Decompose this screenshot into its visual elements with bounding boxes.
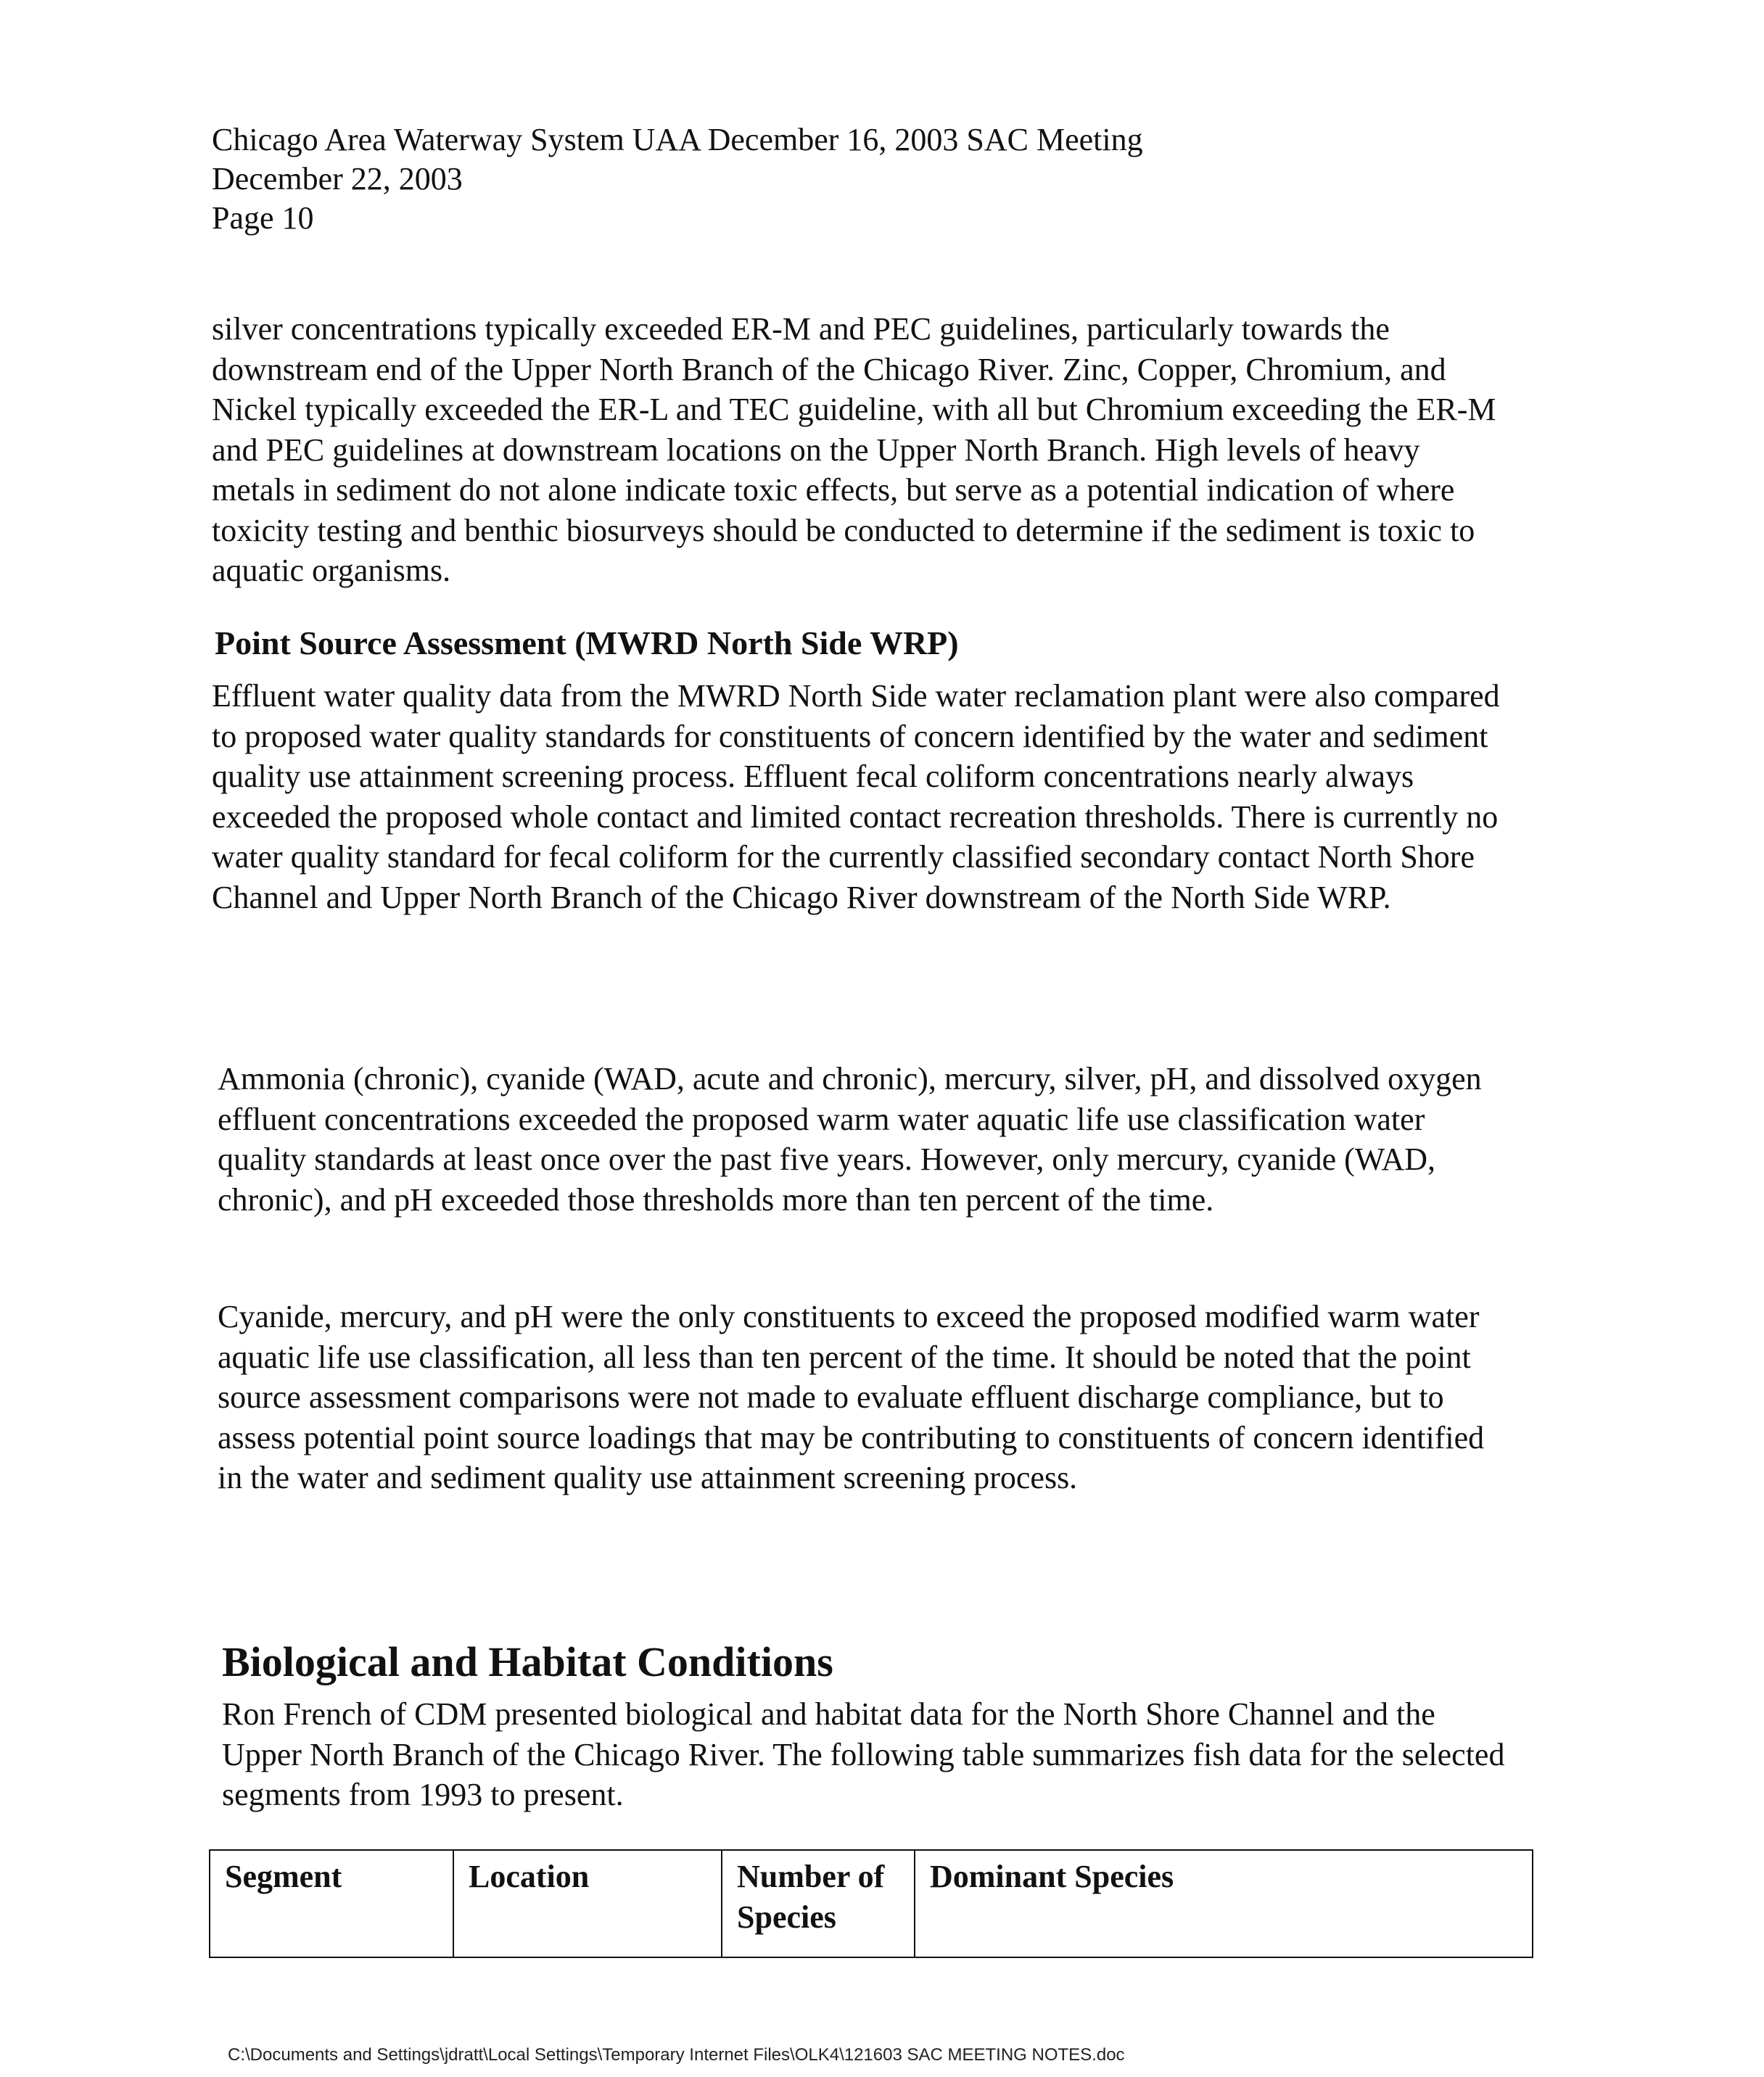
paragraph-biological-intro: Ron French of CDM presented biological and habitat data for the North Shore Channel and the Upper North Branch of the Chicago River. The following table summarizes fish data for the selected segments from 1993 to present. (222, 1696, 1505, 1812)
footer-file-path: C:\Documents and Settings\jdratt\Local Settings\Temporary Internet Files\OLK4\121603 SAC MEETING NOTES.doc (228, 2045, 1125, 2065)
table-header-segment: Segment (210, 1850, 453, 1957)
table-header-row (210, 1850, 1533, 1957)
table-header-number-of-species: Number of Species (722, 1850, 915, 1957)
paragraph-heavy-metals: silver concentrations typically exceeded ER-M and PEC guidelines, particularly towards the downstream end of the Upper North Branch of the Chicago River. Zinc, Copper, Chromium, and Nickel typically exceeded the ER-L and TEC guideline, with all but Chromium exceeding the ER-M and PEC guidelines at downstream locations on the Upper North Branch. High levels of heavy metals in sediment do not alone indicate toxic effects, but serve as a potential indication of where toxicity testing and benthic biosurveys should be conducted to determine if the sediment is toxic to aquatic organisms. (212, 311, 1496, 588)
paragraph-cyanide-mercury: Cyanide, mercury, and pH were the only constituents to exceed the proposed modified warm water aquatic life use classification, all less than ten percent of the time. It should be noted that the point source assessment comparisons were not made to evaluate effluent discharge compliance, but to assess potential point source loadings that may be contributing to constituents of concern identified in the water and sediment quality use attainment screening process. (218, 1299, 1485, 1495)
table-header-location: Location (453, 1850, 722, 1957)
section-heading-biological: Biological and Habitat Conditions (222, 1638, 833, 1685)
header-date: December 22, 2003 (212, 161, 463, 197)
fish-data-table (209, 1849, 1533, 1958)
page-header (212, 120, 1143, 238)
table-header-dominant-species: Dominant Species (915, 1850, 1533, 1957)
paragraph-effluent-quality: Effluent water quality data from the MWRD North Side water reclamation plant were also compared to proposed water quality standards for constituents of concern identified by the water and sediment quality use attainment screening process. Effluent fecal coliform concentrations nearly always exceeded the proposed whole contact and limited contact recreation thresholds. There is currently no water quality standard for fecal coliform for the currently classified secondary contact North Shore Channel and Upper North Branch of the Chicago River downstream of the North Side WRP. (212, 678, 1500, 915)
header-page-number: Page 10 (212, 200, 314, 236)
header-title: Chicago Area Waterway System UAA December 16, 2003 SAC Meeting (212, 122, 1143, 157)
paragraph-ammonia-cyanide: Ammonia (chronic), cyanide (WAD, acute and chronic), mercury, silver, pH, and dissolved oxygen effluent concentrations exceeded the proposed warm water aquatic life use classification water quality standards at least once over the past five years. However, only mercury, cyanide (WAD, chronic), and pH exceeded those thresholds more than ten percent of the time. (218, 1061, 1482, 1218)
subheading-point-source: Point Source Assessment (MWRD North Side WRP) (215, 624, 959, 661)
